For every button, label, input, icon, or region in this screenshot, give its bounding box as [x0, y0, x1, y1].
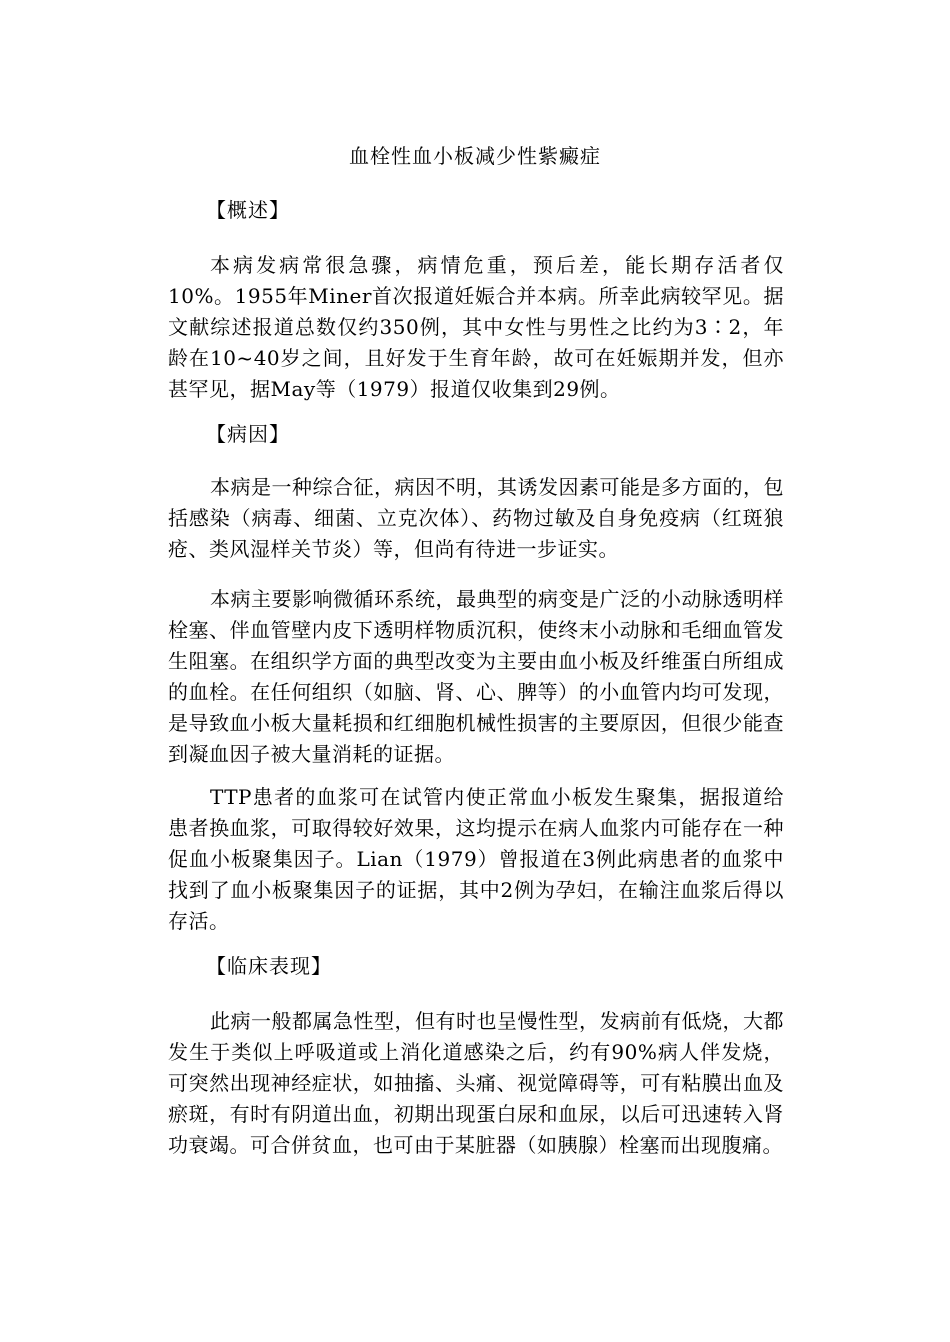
section-heading-clinical: 【临床表现】	[206, 954, 332, 978]
paragraph-etiology-2: 本病主要影响微循环系统，最典型的病变是广泛的小动脉透明样栓塞、伴血管壁内皮下透明样物质沉积，使终末小动脉和毛细血管发生阻塞。在组织学方面的典型改变为主要由血小板及纤维蛋白所组成的血栓。在任何组织（如脑、肾、心、脾等）的小血管内均可发现，是导致血小板大量耗损和红细胞机械性损害的主要原因，但很少能查到凝血因子被大量消耗的证据。	[168, 587, 784, 766]
section-heading-etiology: 【病因】	[206, 422, 290, 446]
paragraph-etiology-1: 本病是一种综合征，病因不明，其诱发因素可能是多方面的，包括感染（病毒、细菌、立克次体）、药物过敏及自身免疫病（红斑狼疮、类风湿样关节炎）等，但尚有待进一步证实。	[168, 475, 784, 561]
paragraph-etiology-3: TTP患者的血浆可在试管内使正常血小板发生聚集，据报道给患者换血浆，可取得较好效果，这均提示在病人血浆内可能存在一种促血小板聚集因子。Lian（1979）曾报道在3例此病患者的血浆中找到了血小板聚集因子的证据，其中2例为孕妇，在输注血浆后得以存活。	[168, 785, 784, 933]
paragraph-clinical: 此病一般都属急性型，但有时也呈慢性型，发病前有低烧，大都发生于类似上呼吸道或上消化道感染之后，约有90%病人伴发烧，可突然出现神经症状，如抽搐、头痛、视觉障碍等，可有粘膜出血及瘀斑，有时有阴道出血，初期出现蛋白尿和血尿，以后可迅速转入肾功衰竭。可合併贫血，也可由于某脏器（如胰腺）栓塞而出现腹痛。	[168, 1009, 784, 1157]
paragraph-overview: 本病发病常很急骤，病情危重，预后差，能长期存活者仅10%。1955年Miner首次报道妊娠合并本病。所幸此病较罕见。据文献综述报道总数仅约350例，其中女性与男性之比约为3∶2，年龄在10~40岁之间，且好发于生育年龄，故可在妊娠期并发，但亦甚罕见，据May等（1979）报道仅收集到29例。	[168, 253, 784, 401]
document-title: 血栓性血小板减少性紫癜症	[349, 144, 601, 168]
section-heading-overview: 【概述】	[206, 198, 290, 222]
